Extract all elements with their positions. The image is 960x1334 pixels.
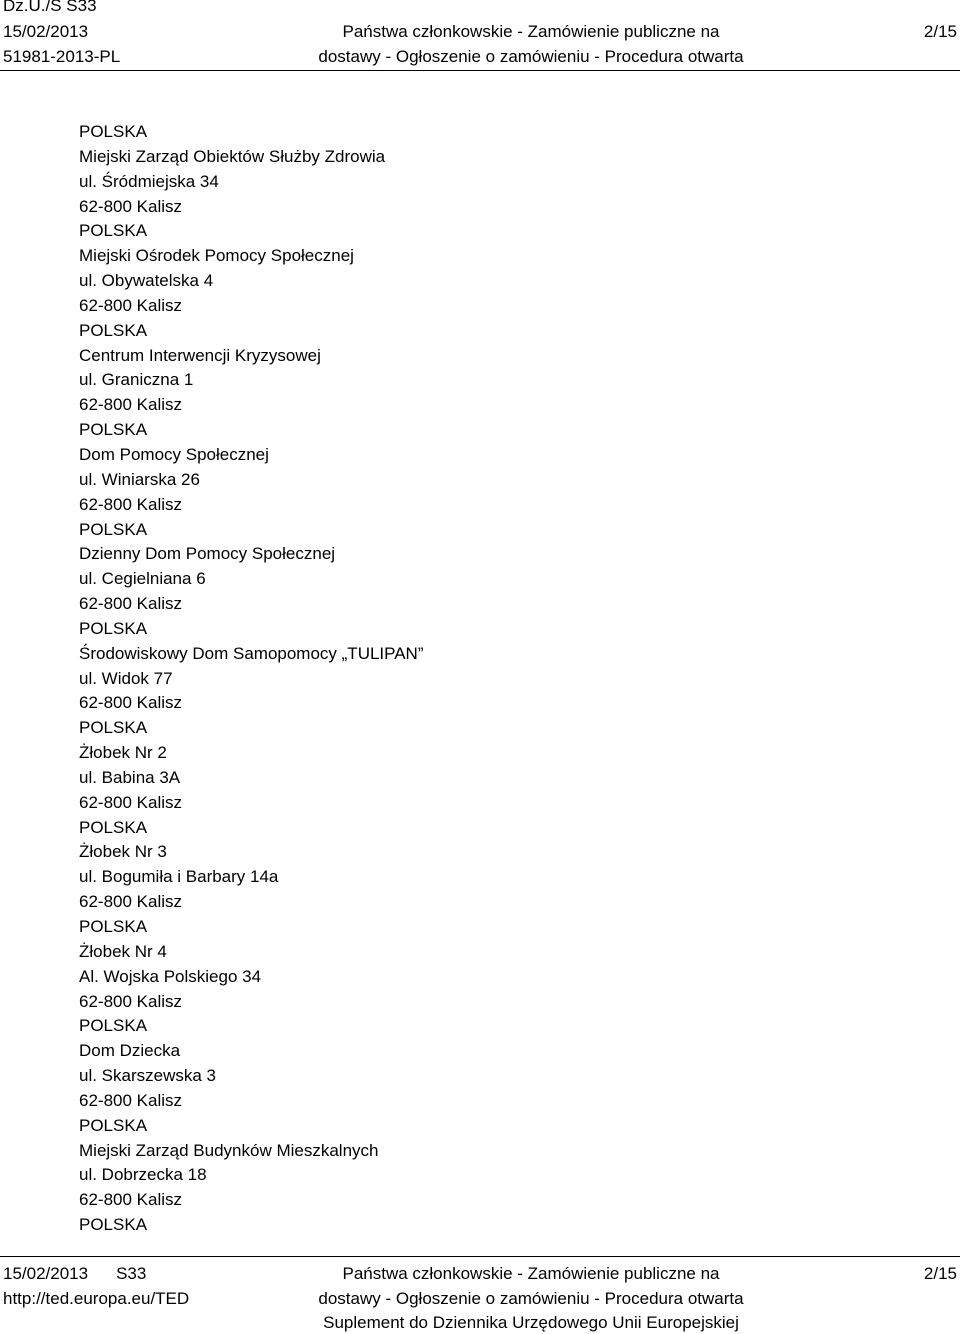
address-line: POLSKA	[79, 917, 148, 936]
address-line: ul. Śródmiejska 34	[79, 171, 219, 191]
address-line: POLSKA	[79, 1016, 148, 1036]
address-line: 62-800 Kalisz	[79, 594, 183, 614]
address-line: ul. Graniczna 1	[79, 370, 194, 390]
address-line: POLSKA	[79, 519, 148, 539]
address-line: POLSKA	[79, 122, 148, 141]
header-title-line-1: Państwa członkowskie - Zamówienie publiczne na	[342, 22, 720, 41]
footer-series: S33	[116, 1264, 147, 1283]
footer-title-line-1: Państwa członkowskie - Zamówienie publiczne na	[342, 1264, 720, 1283]
header-publication-ref: Dz.U./S S33	[3, 0, 97, 15]
address-line: ul. Winiarska 26	[79, 469, 200, 489]
header-notice-number: 51981-2013-PL	[3, 47, 121, 66]
address-line: 62-800 Kalisz	[79, 395, 183, 415]
address-line: 62-800 Kalisz	[79, 991, 183, 1011]
address-line: Al. Wojska Polskiego 34	[79, 966, 262, 986]
address-line: 62-800 Kalisz	[79, 892, 183, 912]
address-line: ul. Cegielniana 6	[79, 569, 206, 589]
address-line: Żłobek Nr 3	[79, 842, 167, 862]
address-line: 62-800 Kalisz	[79, 1190, 183, 1210]
address-line: Miejski Ośrodek Pomocy Społecznej	[79, 246, 354, 266]
header-divider	[0, 70, 960, 71]
address-line: ul. Skarszewska 3	[79, 1066, 216, 1086]
page-footer	[0, 1256, 960, 1334]
header-title-line-2: dostawy - Ogłoszenie o zamówieniu - Procedura otwarta	[318, 47, 744, 66]
address-line: POLSKA	[79, 221, 148, 241]
address-line: POLSKA	[79, 718, 148, 738]
header-date: 15/02/2013	[3, 22, 89, 41]
address-line: ul. Bogumiła i Barbary 14a	[79, 867, 279, 887]
footer-divider	[0, 1256, 960, 1257]
address-line: POLSKA	[79, 618, 148, 638]
address-line: Żłobek Nr 2	[79, 743, 167, 763]
address-line: Środowiskowy Dom Samopomocy „TULIPAN”	[79, 643, 424, 663]
footer-title-line-2: dostawy - Ogłoszenie o zamówieniu - Procedura otwarta	[318, 1289, 744, 1308]
address-line: Miejski Zarząd Obiektów Służby Zdrowia	[79, 146, 386, 166]
address-line: Żłobek Nr 4	[79, 941, 167, 961]
footer-supplement-title: Suplement do Dziennika Urzędowego Unii Europejskiej	[323, 1313, 739, 1332]
footer-page-number: 2/15	[923, 1264, 957, 1283]
address-line: 62-800 Kalisz	[79, 792, 183, 812]
address-line: Centrum Interwencji Kryzysowej	[79, 345, 321, 365]
address-line: ul. Dobrzecka 18	[79, 1165, 207, 1185]
address-line: 62-800 Kalisz	[79, 1090, 183, 1110]
footer-ted-link[interactable]: http://ted.europa.eu/TED	[3, 1289, 190, 1308]
address-line: 62-800 Kalisz	[79, 494, 183, 514]
address-line: Miejski Zarząd Budynków Mieszkalnych	[79, 1140, 379, 1160]
address-list	[79, 120, 939, 1238]
address-line: POLSKA	[79, 817, 148, 837]
page-header	[0, 0, 960, 72]
address-line: POLSKA	[79, 1115, 148, 1135]
address-line: POLSKA	[79, 1215, 148, 1235]
address-line: 62-800 Kalisz	[79, 693, 183, 713]
address-line: ul. Babina 3A	[79, 767, 181, 787]
address-line: Dom Dziecka	[79, 1041, 181, 1061]
address-line: ul. Widok 77	[79, 668, 173, 688]
header-page-number: 2/15	[923, 22, 957, 41]
address-line: 62-800 Kalisz	[79, 196, 183, 216]
footer-date: 15/02/2013	[3, 1264, 89, 1283]
address-line: 62-800 Kalisz	[79, 295, 183, 315]
address-line: ul. Obywatelska 4	[79, 271, 214, 291]
address-line: Dom Pomocy Społecznej	[79, 444, 269, 464]
address-line: POLSKA	[79, 420, 148, 440]
address-line: POLSKA	[79, 320, 148, 340]
address-line: Dzienny Dom Pomocy Społecznej	[79, 544, 336, 564]
